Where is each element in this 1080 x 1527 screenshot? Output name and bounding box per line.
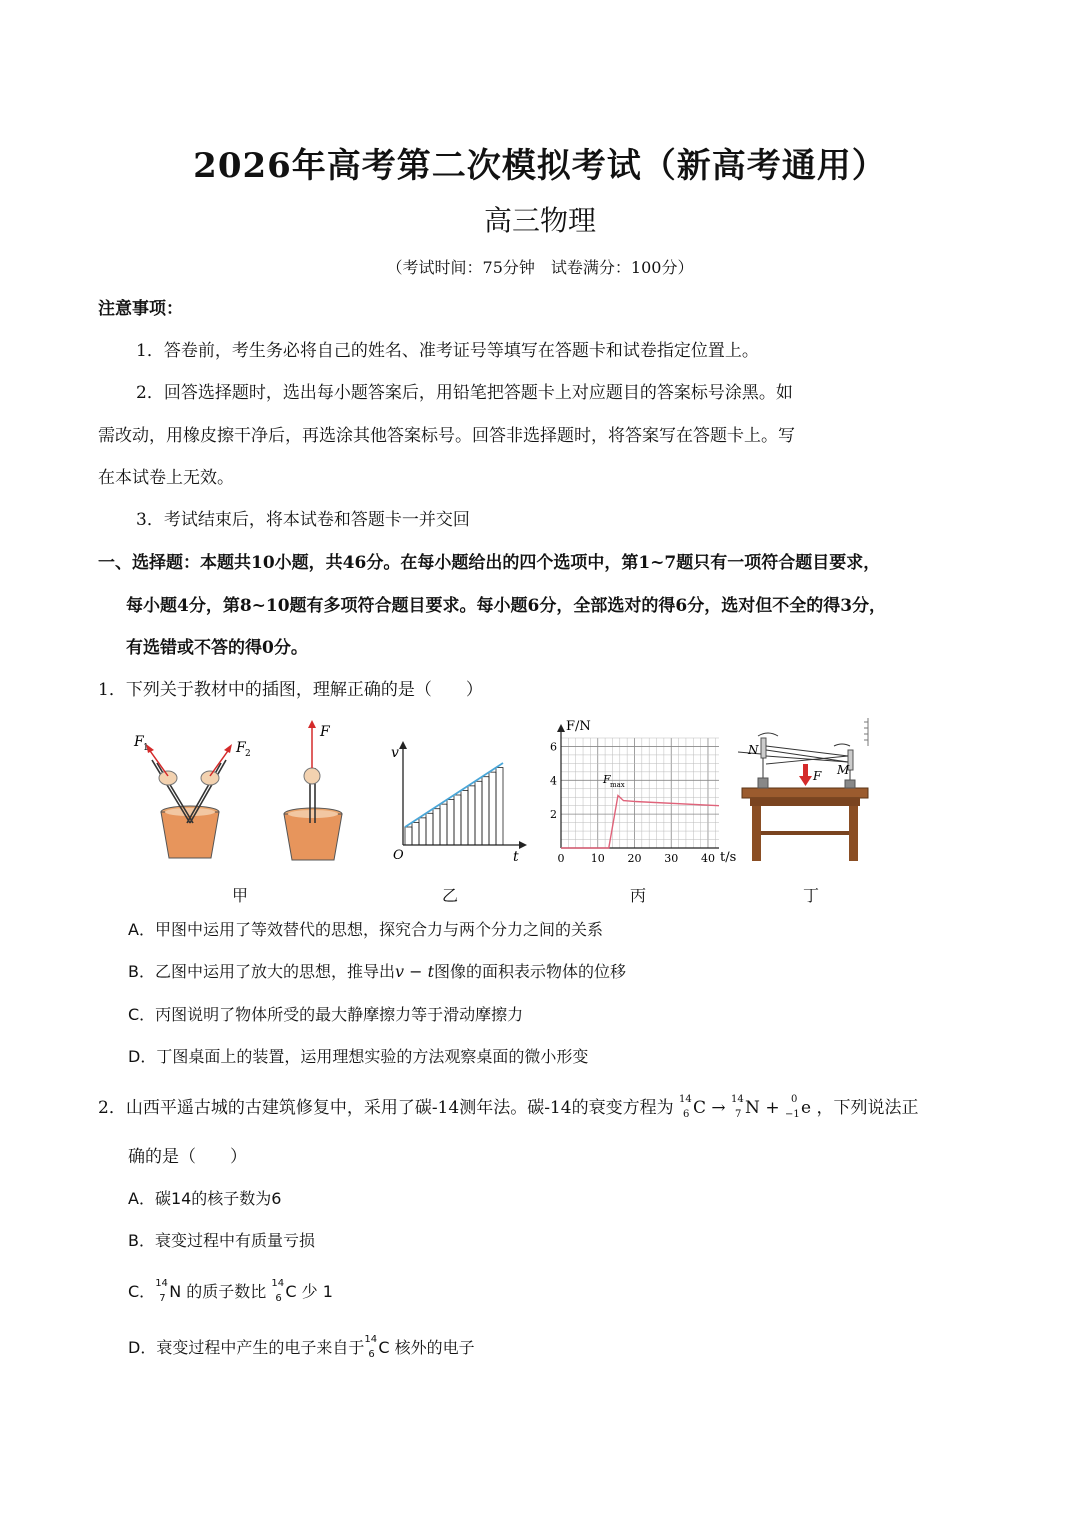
section1-line1: 一、选择题：本题共10小题，共46分。在每小题给出的四个选项中，第1~7题只有一项符合题目要求， xyxy=(98,553,881,573)
bing-y-label: F/N xyxy=(566,719,591,734)
yi-strip xyxy=(447,800,454,845)
q2-stem-line1: 2．山西平遥古城的古建筑修复中，采用了碳-14测年法。碳-14的衰变方程为 14 6 C → 14 7 N + 0 −1 e ，下列说法正 xyxy=(98,1093,919,1120)
q2-stem-line2: 确的是（ ） xyxy=(128,1147,247,1167)
rotate-arrow-m xyxy=(834,744,850,746)
rotate-arrow-n xyxy=(758,733,778,736)
yi-origin: O xyxy=(393,848,404,863)
bing-grid xyxy=(561,738,719,848)
label-f2-sub: 2 xyxy=(245,749,251,759)
figure-label-bing: 丙 xyxy=(630,886,647,905)
q2-decay-equation: 14 6 C → 14 7 N + 0 −1 e xyxy=(678,1093,812,1120)
bing-x-tick: 10 xyxy=(590,852,605,865)
label-f2: F xyxy=(236,740,246,756)
ding-label-m: M xyxy=(837,763,850,777)
bing-y-arrow xyxy=(557,724,565,732)
bing-force-curve xyxy=(561,796,719,848)
figure-bing-chart xyxy=(548,716,743,866)
yi-strip xyxy=(461,790,468,845)
figure-jia xyxy=(128,718,368,868)
bing-x-label: t/s xyxy=(720,850,737,865)
notice-item-3: 3．考试结束后，将本试卷和答题卡一并交回 xyxy=(136,510,470,530)
q1-option-b-math: v − t xyxy=(394,962,435,981)
yi-strip xyxy=(475,781,482,845)
bing-fmax-sub: max xyxy=(610,781,625,789)
bing-y-tick: 2 xyxy=(550,808,557,822)
q2-option-b: B．衰变过程中有质量亏损 xyxy=(128,1231,315,1250)
notice-item-2-line2: 需改动，用橡皮擦干净后，再选涂其他答案标号。回答非选择题时，将答案写在答题卡上。写 xyxy=(98,426,795,446)
section1-line3: 有选错或不答的得0分。 xyxy=(126,638,308,658)
yi-strip xyxy=(405,827,412,845)
bing-fmax-label: F xyxy=(603,773,611,786)
table xyxy=(742,788,868,861)
section1-line2: 每小题4分，第8~10题有多项符合题目要求。每小题6分，全部选对的得6分，选对但不全的得3分， xyxy=(126,596,887,616)
exam-title: 2026年高考第二次模拟考试（新高考通用） xyxy=(193,146,887,186)
yi-strip xyxy=(440,804,447,845)
yi-strips xyxy=(405,768,503,845)
ding-label-n: N xyxy=(748,743,759,757)
bing-x-tick: 40 xyxy=(700,852,715,865)
bing-x-tick: 30 xyxy=(664,852,679,865)
q1-option-c: C．丙图说明了物体所受的最大静摩擦力等于滑动摩擦力 xyxy=(128,1005,524,1024)
yi-strip xyxy=(426,813,433,845)
label-f1: F xyxy=(134,734,144,750)
notice-item-1: 1．答卷前，考生务必将自己的姓名、准考证号等填写在答题卡和试卷指定位置上。 xyxy=(136,341,759,361)
exam-info: （考试时间：75分钟 试卷满分：100分） xyxy=(386,258,694,277)
bing-x-tick: 20 xyxy=(627,852,642,865)
q1-option-d: D．丁图桌面上的装置，运用理想实验的方法观察桌面的微小形变 xyxy=(128,1047,589,1066)
bing-y-tick: 6 xyxy=(550,740,557,754)
scale xyxy=(864,718,868,746)
force-arrow-f1 xyxy=(146,744,168,776)
mirror-n xyxy=(758,738,768,788)
yi-strip xyxy=(468,786,475,845)
yi-strip xyxy=(489,772,496,845)
notice-heading: 注意事项： xyxy=(98,299,183,319)
yi-strip xyxy=(454,795,461,845)
q2-option-d: D．衰变过程中产生的电子来自于 14 6 C 核外的电子 xyxy=(128,1333,475,1360)
label-f: F xyxy=(320,724,330,740)
figure-label-yi: 乙 xyxy=(442,886,459,905)
bucket-left xyxy=(161,806,219,858)
bucket-right xyxy=(284,808,342,860)
hands-left xyxy=(159,771,219,785)
figure-yi xyxy=(385,735,535,865)
subject-title: 高三物理 xyxy=(483,204,596,237)
q1-option-a: A．甲图中运用了等效替代的思想，探究合力与两个分力之间的关系 xyxy=(128,920,603,939)
yi-y-label: v xyxy=(391,745,399,761)
yi-x-label: t xyxy=(513,849,519,865)
bing-y-tick: 4 xyxy=(550,774,557,788)
figure-ding xyxy=(738,716,873,866)
yi-strip xyxy=(496,768,503,845)
figure-label-ding: 丁 xyxy=(803,886,820,905)
label-f1-sub: 1 xyxy=(143,743,149,753)
q2-option-a: A．碳14的核子数为6 xyxy=(128,1189,282,1208)
force-arrow-f2 xyxy=(210,744,232,776)
notice-item-2-line1: 2．回答选择题时，选出每小题答案后，用铅笔把答题卡上对应题目的答案标号涂黑。如 xyxy=(136,383,793,403)
figure-label-jia: 甲 xyxy=(232,886,249,905)
notice-item-2-line3: 在本试卷上无效。 xyxy=(98,468,234,488)
yi-strip xyxy=(482,777,489,845)
yi-strip xyxy=(433,809,440,845)
hand-right xyxy=(304,768,320,784)
yi-strip xyxy=(412,822,419,845)
press-arrow-f xyxy=(799,764,812,786)
yi-strip xyxy=(419,818,426,845)
force-arrow-f xyxy=(308,720,316,768)
q2-option-c: C． 14 7 N 的质子数比 14 6 C 少 1 xyxy=(128,1277,333,1304)
ding-label-f: F xyxy=(813,769,822,783)
q1-option-b: B．乙图中运用了放大的思想，推导出v − t图像的面积表示物体的位移 xyxy=(128,962,627,981)
q1-stem: 1．下列关于教材中的插图，理解正确的是（ ） xyxy=(98,680,483,700)
bing-x-tick: 0 xyxy=(557,852,565,865)
